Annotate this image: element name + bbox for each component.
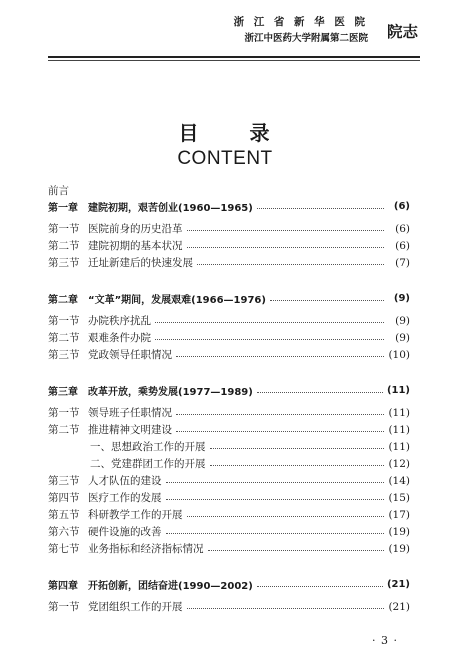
toc-section[interactable] (48, 489, 410, 506)
toc-section[interactable] (48, 506, 410, 523)
toc-entry-page: (11) (386, 385, 410, 396)
toc-leader-dots (176, 431, 384, 432)
toc-entry-title: 一、思想政治工作的开展 (90, 441, 206, 453)
toc-entry-page: (11) (388, 406, 410, 419)
toc-entry-label: 第三章 (48, 387, 78, 398)
toc-entry-label: 第一节 (48, 223, 80, 235)
toc-entry-page: (10) (388, 348, 410, 361)
hospital-affiliation: 浙江中医药大学附属第二医院 (244, 33, 368, 44)
toc-entry-label: 第一节 (48, 315, 80, 327)
toc-section[interactable] (48, 220, 410, 237)
toc-leader-dots (197, 264, 384, 265)
toc-section[interactable] (48, 312, 410, 329)
toc-entry-page: (9) (393, 293, 410, 304)
toc-leader-dots (210, 465, 385, 466)
toc-entry-page: (9) (395, 314, 410, 327)
toc-section[interactable] (48, 540, 410, 557)
header-rule-thick (48, 56, 420, 58)
toc-chapter[interactable] (48, 382, 410, 399)
header-rule-thin (48, 60, 420, 61)
toc-section[interactable] (48, 598, 410, 615)
toc-leader-dots (166, 533, 385, 534)
toc-leader-dots (208, 550, 385, 551)
toc-entry-title: 医院前身的历史沿革 (88, 223, 183, 235)
toc-entry-label: 第五节 (48, 509, 80, 521)
toc-leader-dots (187, 608, 385, 609)
toc-entry-page: (19) (388, 525, 410, 538)
book-title-mark: 院志 (386, 23, 418, 41)
toc-entry-title: “文革”期间，发展艰难(1966—1976) (88, 295, 266, 306)
toc-entry-label: 第六节 (48, 526, 80, 538)
toc-entry-title: 党政领导任职情况 (88, 349, 172, 361)
page-number: · 3 · (372, 634, 398, 647)
toc-leader-dots (210, 448, 385, 449)
toc-entry-title: 改革开放，乘势发展(1977—1989) (88, 387, 253, 398)
toc-leader-dots (187, 230, 385, 231)
toc-entry-page: (19) (388, 542, 410, 555)
toc-subsection[interactable] (48, 455, 410, 472)
toc-spacer (48, 557, 410, 576)
toc-section[interactable] (48, 329, 410, 346)
toc-entry-label: 第一节 (48, 601, 80, 613)
toc-leader-dots (166, 482, 385, 483)
toc-entry-title: 业务指标和经济指标情况 (88, 543, 204, 555)
toc-entry-page: (11) (388, 440, 410, 453)
toc-section[interactable] (48, 472, 410, 489)
toc-entry-title: 建院初期的基本状况 (88, 240, 183, 252)
toc-entry-page: (9) (395, 331, 410, 344)
toc-entry-title: 办院秩序扰乱 (88, 315, 151, 327)
toc-entry-title: 硬件设施的改善 (88, 526, 162, 538)
toc-chapter[interactable] (48, 198, 410, 215)
toc-leader-dots (155, 339, 384, 340)
toc-entry-page: (6) (395, 222, 410, 235)
toc-entry-title: 开拓创新，团结奋进(1990—2002) (88, 581, 253, 592)
toc-entry-label: 第三节 (48, 475, 80, 487)
toc-leader-dots (270, 300, 384, 301)
toc-preface[interactable] (48, 183, 410, 198)
running-header (220, 14, 420, 54)
toc-entry-title: 建院初期，艰苦创业(1960—1965) (88, 203, 253, 214)
toc-leader-dots (187, 247, 385, 248)
toc-entry-title: 二、党建群团工作的开展 (90, 458, 206, 470)
toc-section[interactable] (48, 346, 410, 363)
toc-entry-title: 人才队伍的建设 (88, 475, 162, 487)
toc-entry-label: 第二节 (48, 424, 80, 436)
toc-preface-label: 前言 (48, 185, 69, 197)
toc-subsection[interactable] (48, 438, 410, 455)
toc-entry-label: 第一节 (48, 407, 80, 419)
toc-leader-dots (257, 392, 383, 393)
toc-entry-page: (14) (388, 474, 410, 487)
toc-entry-label: 第三节 (48, 349, 80, 361)
toc-entry-label: 第二章 (48, 295, 78, 306)
toc-leader-dots (176, 356, 384, 357)
toc-leader-dots (257, 208, 384, 209)
toc-section[interactable] (48, 237, 410, 254)
toc-entry-label: 第四章 (48, 581, 78, 592)
toc-entry-title: 党团组织工作的开展 (88, 601, 183, 613)
toc-entry-title: 推进精神文明建设 (88, 424, 172, 436)
toc-entry-title: 科研教学工作的开展 (88, 509, 183, 521)
toc-entry-title: 领导班子任职情况 (88, 407, 172, 419)
toc-entry-page: (6) (395, 239, 410, 252)
toc-leader-dots (176, 414, 384, 415)
page-title: 目 录 (178, 121, 292, 145)
toc-entry-label: 第三节 (48, 257, 80, 269)
toc-entry-title: 迁址新建后的快速发展 (88, 257, 193, 269)
toc-section[interactable] (48, 254, 410, 271)
toc-entry-page: (7) (395, 256, 410, 269)
toc-chapter[interactable] (48, 290, 410, 307)
hospital-name: 浙 江 省 新 华 医 院 (233, 16, 368, 28)
toc-spacer (48, 271, 410, 290)
toc-entry-page: (11) (388, 423, 410, 436)
toc-leader-dots (187, 516, 385, 517)
toc-entry-title: 医疗工作的发展 (88, 492, 162, 504)
toc-entry-label: 第二节 (48, 332, 80, 344)
toc-leader-dots (166, 499, 385, 500)
toc-chapter[interactable] (48, 576, 410, 593)
toc-entry-page: (15) (388, 491, 410, 504)
toc-entry-title: 艰难条件办院 (88, 332, 151, 344)
toc-entry-label: 第一章 (48, 203, 78, 214)
toc-entry-page: (21) (388, 600, 410, 613)
table-of-contents (48, 183, 410, 615)
toc-leader-dots (257, 586, 383, 587)
toc-entry-page: (21) (386, 579, 410, 590)
toc-section[interactable] (48, 523, 410, 540)
toc-spacer (48, 363, 410, 382)
toc-entry-label: 第四节 (48, 492, 80, 504)
toc-entry-label: 第七节 (48, 543, 80, 555)
page-subtitle: CONTENT (177, 148, 273, 169)
toc-leader-dots (155, 322, 384, 323)
toc-entry-page: (6) (393, 201, 410, 212)
toc-section[interactable] (48, 404, 410, 421)
toc-entry-label: 第二节 (48, 240, 80, 252)
toc-entry-page: (12) (388, 457, 410, 470)
toc-entry-page: (17) (388, 508, 410, 521)
toc-section[interactable] (48, 421, 410, 438)
